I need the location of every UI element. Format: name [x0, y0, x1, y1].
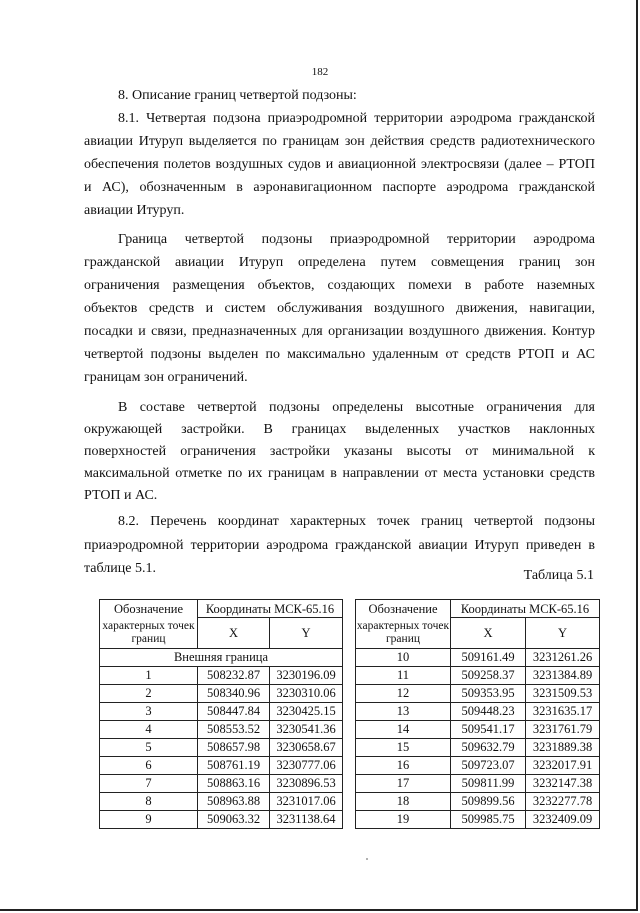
scan-speck	[366, 858, 368, 860]
coord-y: 3230777.06	[270, 756, 343, 774]
point-number: 6	[100, 756, 198, 774]
point-number: 10	[356, 648, 451, 666]
coords-table-right	[355, 599, 600, 829]
coord-x: 508963.88	[198, 792, 270, 810]
table-row	[356, 810, 600, 828]
coord-x: 509985.75	[451, 810, 526, 828]
table-row	[356, 666, 600, 684]
table-row	[100, 792, 343, 810]
point-number: 9	[100, 810, 198, 828]
coord-x: 508761.19	[198, 756, 270, 774]
point-number: 11	[356, 666, 451, 684]
coord-y: 3232277.78	[526, 792, 600, 810]
coord-y: 3230896.53	[270, 774, 343, 792]
p3-line: РТОП и АС.	[84, 488, 158, 503]
p1-line: авиации Итуруп выделяется по границам зон действия средств радиотехнического	[84, 134, 595, 149]
header-designation-sub: характерных точек границ	[100, 618, 198, 649]
p1-line: 8.1. Четвертая подзона приаэродромной территории аэродрома гражданской	[118, 111, 595, 126]
coord-y: 3231509.53	[526, 684, 600, 702]
coord-x: 509723.07	[451, 756, 526, 774]
coord-x: 509632.79	[451, 738, 526, 756]
p1-line: и АС), обозначенным в аэронавигационном паспорте аэродрома гражданской	[84, 180, 595, 195]
point-number: 5	[100, 738, 198, 756]
page-number: 182	[311, 66, 329, 78]
p4-line: 8.2. Перечень координат характерных точек границ четвертой подзоны	[118, 514, 595, 529]
header-coords: Координаты МСК-65.16	[451, 600, 600, 618]
point-number: 13	[356, 702, 451, 720]
coord-y: 3231384.89	[526, 666, 600, 684]
coord-x: 509899.56	[451, 792, 526, 810]
coord-y: 3231261.26	[526, 648, 600, 666]
point-number: 17	[356, 774, 451, 792]
p3-line: максимальной отметке по их границам в направлении от места установки средств	[84, 466, 595, 481]
point-number: 12	[356, 684, 451, 702]
table-row	[356, 720, 600, 738]
coord-y: 3231635.17	[526, 702, 600, 720]
point-number: 3	[100, 702, 198, 720]
point-number: 15	[356, 738, 451, 756]
p1-line: авиации Итуруп.	[84, 203, 185, 218]
coord-y: 3232017.91	[526, 756, 600, 774]
section-heading: 8. Описание границ четвертой подзоны:	[118, 88, 357, 103]
coord-y: 3230541.36	[270, 720, 343, 738]
left-rows	[100, 666, 343, 828]
coords-table-left	[99, 599, 343, 829]
p3-line: В составе четвертой подзоны определены высотные ограничения для	[118, 400, 595, 415]
header-y: Y	[526, 618, 600, 649]
coord-y: 3231761.79	[526, 720, 600, 738]
table-row	[100, 810, 343, 828]
p2-line: объектов средств и систем обслуживания воздушного движения, навигации,	[84, 301, 595, 316]
table-row	[356, 738, 600, 756]
coord-y: 3230658.67	[270, 738, 343, 756]
header-y: Y	[270, 618, 343, 649]
coord-x: 508232.87	[198, 666, 270, 684]
coord-x: 509161.49	[451, 648, 526, 666]
header-coords: Координаты МСК-65.16	[198, 600, 343, 618]
header-designation: Обозначение	[100, 600, 198, 618]
table-row	[100, 702, 343, 720]
p3-line: поверхностей ограничения застройки указаны высоты от минимальной к	[84, 444, 595, 459]
p2-line: посадки и связи, предназначенных для организации воздушного движения. Контур	[84, 324, 595, 339]
point-number: 14	[356, 720, 451, 738]
coord-x: 508447.84	[198, 702, 270, 720]
coord-y: 3230196.09	[270, 666, 343, 684]
p2-line: границам зон ограничений.	[84, 370, 248, 385]
point-number: 4	[100, 720, 198, 738]
coord-y: 3231017.06	[270, 792, 343, 810]
coord-y: 3230425.15	[270, 702, 343, 720]
coord-x: 508657.98	[198, 738, 270, 756]
point-number: 8	[100, 792, 198, 810]
table-row	[356, 648, 600, 666]
table-row	[100, 774, 343, 792]
p3-line: окружающей застройки. В границах выделенных участков наклонных	[84, 422, 595, 437]
point-number: 7	[100, 774, 198, 792]
table-row	[100, 684, 343, 702]
coord-x: 509258.37	[451, 666, 526, 684]
p2-line: ограничения размещения объектов, создающих помехи в работе наземных	[84, 278, 595, 293]
coord-x: 508340.96	[198, 684, 270, 702]
coord-y: 3232147.38	[526, 774, 600, 792]
coord-x: 508553.52	[198, 720, 270, 738]
header-x: X	[451, 618, 526, 649]
table-row	[100, 756, 343, 774]
table-caption: Таблица 5.1	[523, 568, 594, 583]
table-row	[100, 738, 343, 756]
coord-x: 508863.16	[198, 774, 270, 792]
header-designation: Обозначение	[356, 600, 451, 618]
section-label: Внешняя граница	[100, 648, 343, 666]
point-number: 1	[100, 666, 198, 684]
coord-x: 509448.23	[451, 702, 526, 720]
table-row	[100, 666, 343, 684]
coord-x: 509541.17	[451, 720, 526, 738]
table-row	[356, 684, 600, 702]
p2-line: Граница четвертой подзоны приаэродромной территории аэродрома	[118, 232, 595, 247]
point-number: 16	[356, 756, 451, 774]
point-number: 2	[100, 684, 198, 702]
coord-y: 3231138.64	[270, 810, 343, 828]
header-designation-sub: характерных точек границ	[356, 618, 451, 649]
coord-y: 3231889.38	[526, 738, 600, 756]
table-row	[356, 702, 600, 720]
p4-line: приаэродромной территории аэродрома гражданской авиации Итуруп приведен в	[84, 538, 595, 553]
p2-line: четвертой подзоны выделен по максимально удаленным от средств РТОП и АС	[84, 347, 595, 362]
right-rows	[356, 648, 600, 828]
coord-x: 509353.95	[451, 684, 526, 702]
header-x: X	[198, 618, 270, 649]
table-row	[356, 792, 600, 810]
p4-line: таблице 5.1.	[84, 561, 156, 576]
p1-line: обеспечения полетов воздушных судов и авиационной электросвязи (далее – РТОП	[84, 157, 595, 172]
coord-y: 3232409.09	[526, 810, 600, 828]
coord-x: 509811.99	[451, 774, 526, 792]
coord-x: 509063.32	[198, 810, 270, 828]
table-row	[100, 720, 343, 738]
table-row	[356, 756, 600, 774]
coord-y: 3230310.06	[270, 684, 343, 702]
point-number: 19	[356, 810, 451, 828]
p2-line: гражданской авиации Итуруп определена путем совмещения границ зон	[84, 255, 595, 270]
point-number: 18	[356, 792, 451, 810]
table-row	[356, 774, 600, 792]
